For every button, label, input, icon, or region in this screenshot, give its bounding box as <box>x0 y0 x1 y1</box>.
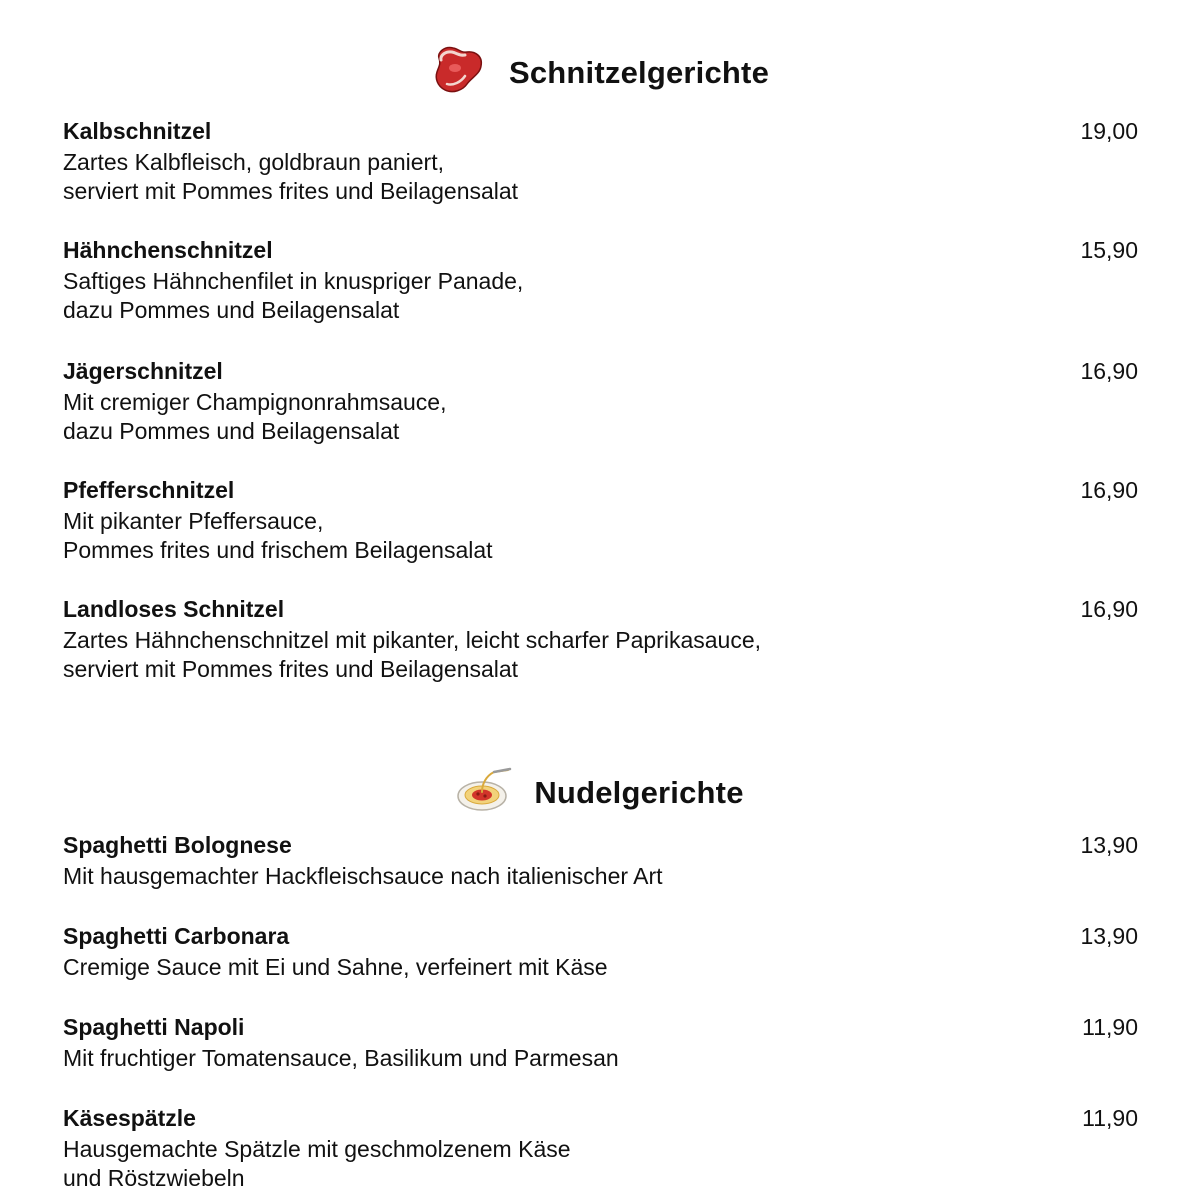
section-header-schnitzel <box>0 44 1200 101</box>
menu-item <box>63 357 1138 446</box>
item-name: Jägerschnitzel <box>63 358 223 384</box>
item-description <box>63 1044 1138 1073</box>
item-description <box>63 388 1138 446</box>
menu-item <box>63 236 1138 325</box>
section-title: Schnitzelgerichte <box>508 54 770 90</box>
item-description <box>63 1135 1138 1193</box>
item-price: 16,90 <box>1080 596 1138 622</box>
item-price: 16,90 <box>1080 477 1138 503</box>
item-name: Spaghetti Carbonara <box>63 923 290 949</box>
description-line: Mit fruchtiger Tomatensauce, Basilikum und Parmesan <box>63 1045 619 1071</box>
item-price: 11,90 <box>1082 1014 1138 1040</box>
item-name: Spaghetti Bolognese <box>63 832 292 858</box>
item-name: Käsespätzle <box>63 1105 196 1131</box>
item-name: Landloses Schnitzel <box>63 596 285 622</box>
description-line: Mit cremiger Champignonrahmsauce, <box>63 389 447 415</box>
description-line: Cremige Sauce mit Ei und Sahne, verfeinert mit Käse <box>63 954 608 980</box>
description-line: Hausgemachte Spätzle mit geschmolzenem Käse <box>63 1136 571 1162</box>
item-price: 13,90 <box>1080 923 1138 949</box>
description-line: Mit pikanter Pfeffersauce, <box>63 508 324 534</box>
item-name: Kalbschnitzel <box>63 118 212 144</box>
description-line: serviert mit Pommes frites und Beilagensalat <box>63 656 519 682</box>
item-price: 13,90 <box>1080 832 1138 858</box>
menu-item <box>63 476 1138 565</box>
item-price: 19,00 <box>1080 118 1138 144</box>
item-description <box>63 507 1138 565</box>
menu-item <box>63 117 1138 206</box>
item-price: 16,90 <box>1080 358 1138 384</box>
menu-item <box>63 1104 1138 1193</box>
item-name: Pfefferschnitzel <box>63 477 235 503</box>
description-line: dazu Pommes und Beilagensalat <box>63 418 400 444</box>
description-line: und Röstzwiebeln <box>63 1165 245 1191</box>
description-line: Zartes Hähnchenschnitzel mit pikanter, leicht scharfer Paprikasauce, <box>63 627 761 653</box>
description-line: Mit hausgemachter Hackfleischsauce nach italienischer Art <box>63 863 663 889</box>
section-title: Nudelgerichte <box>534 774 744 810</box>
item-name: Hähnchenschnitzel <box>63 237 273 263</box>
pasta-plate-icon <box>456 766 512 819</box>
description-line: Pommes frites und frischem Beilagensalat <box>63 537 493 563</box>
menu-item <box>63 595 1138 684</box>
description-line: dazu Pommes und Beilagensalat <box>63 297 400 323</box>
item-price: 15,90 <box>1080 237 1138 263</box>
item-name: Spaghetti Napoli <box>63 1014 245 1040</box>
menu-item <box>63 1013 1138 1073</box>
item-description <box>63 953 1138 982</box>
item-description <box>63 148 1138 206</box>
description-line: Saftiges Hähnchenfilet in knuspriger Panade, <box>63 268 524 294</box>
item-description <box>63 267 1138 325</box>
section-header-nudeln <box>0 766 1200 819</box>
item-price: 11,90 <box>1082 1105 1138 1131</box>
menu-item <box>63 831 1138 891</box>
menu-item <box>63 922 1138 982</box>
item-description <box>63 862 1138 891</box>
description-line: serviert mit Pommes frites und Beilagensalat <box>63 178 519 204</box>
description-line: Zartes Kalbfleisch, goldbraun paniert, <box>63 149 444 175</box>
steak-icon <box>431 44 487 101</box>
item-description <box>63 626 1138 684</box>
